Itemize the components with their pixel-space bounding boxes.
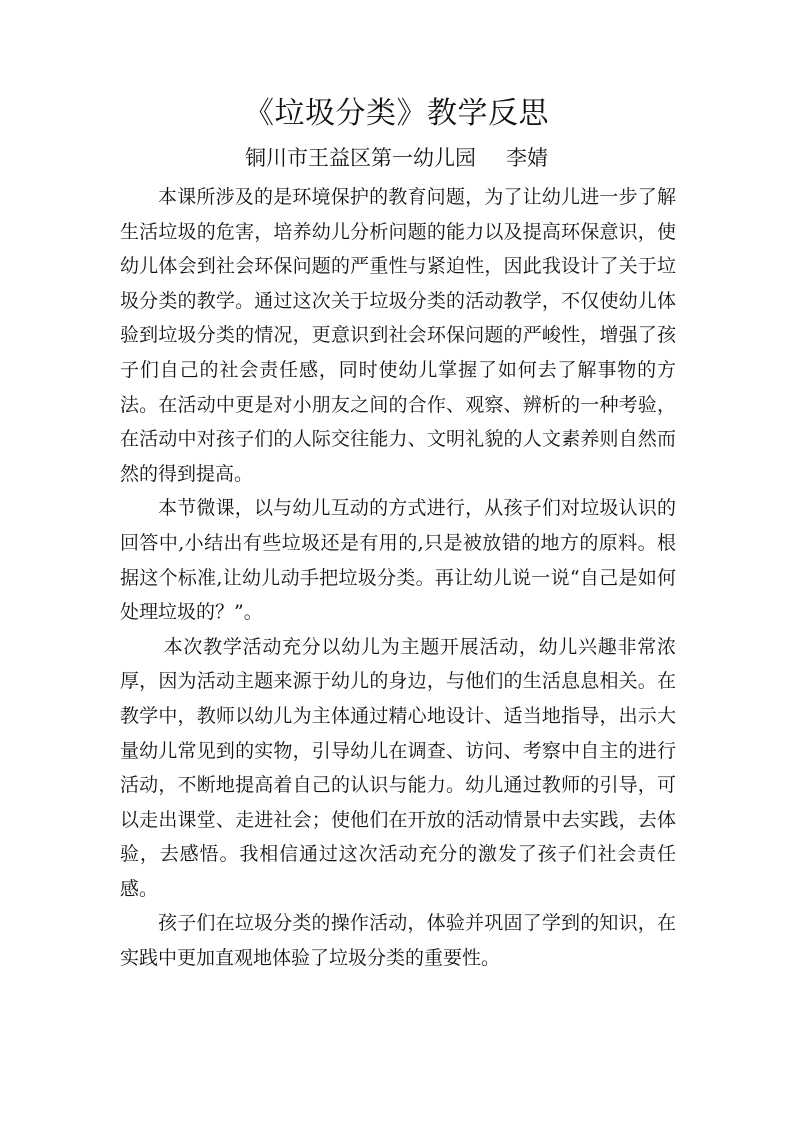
paragraph-2: 本节微课，以与幼儿互动的方式进行，从孩子们对垃圾认识的回答中,小结出有些垃圾还是有用的,只是被放错的地方的原料。根据这个标准,让幼儿动手把垃圾分类。再让幼儿说一说“自己是如何处理垃圾的？”。: [120, 497, 676, 624]
body-text: [120, 180, 676, 976]
school-name: 铜川市王益区第一幼儿园: [245, 146, 476, 170]
document-title: 《垃圾分类》教学反思: [244, 96, 549, 131]
paragraph-1: 本课所涉及的是环境保护的教育问题，为了让幼儿进一步了解生活垃圾的危害，培养幼儿分析问题的能力以及提高环保意识，使幼儿体会到社会环保问题的严重性与紧迫性，因此我设计了关于垃圾分类的教学。通过这次关于垃圾分类的活动教学，不仅使幼儿体验到垃圾分类的情况，更意识到社会环保问题的严峻性，增强了孩子们自己的社会责任感，同时使幼儿掌握了如何去了解事物的方法。在活动中更是对小朋友之间的合作、观察、辨析的一种考验，在活动中对孩子们的人际交往能力、文明礼貌的人文素养则自然而然的得到提高。: [120, 186, 676, 485]
paragraph-4: 孩子们在垃圾分类的操作活动，体验并巩固了学到的知识，在实践中更加直观地体验了垃圾分类的重要性。: [120, 912, 676, 970]
byline: [0, 142, 793, 174]
author-name: 李婧: [506, 146, 548, 170]
paragraph-3: 本次教学活动充分以幼儿为主题开展活动，幼儿兴趣非常浓厚，因为活动主题来源于幼儿的身边，与他们的生活息息相关。在教学中，教师以幼儿为主体通过精心地设计、适当地指导，出示大量幼儿常见到的实物，引导幼儿在调查、访问、考察中自主的进行活动，不断地提高着自己的认识与能力。幼儿通过教师的引导，可以走出课堂、走进社会；使他们在开放的活动情景中去实践，去体验，去感悟。我相信通过这次活动充分的激发了孩子们社会责任感。: [120, 635, 676, 900]
